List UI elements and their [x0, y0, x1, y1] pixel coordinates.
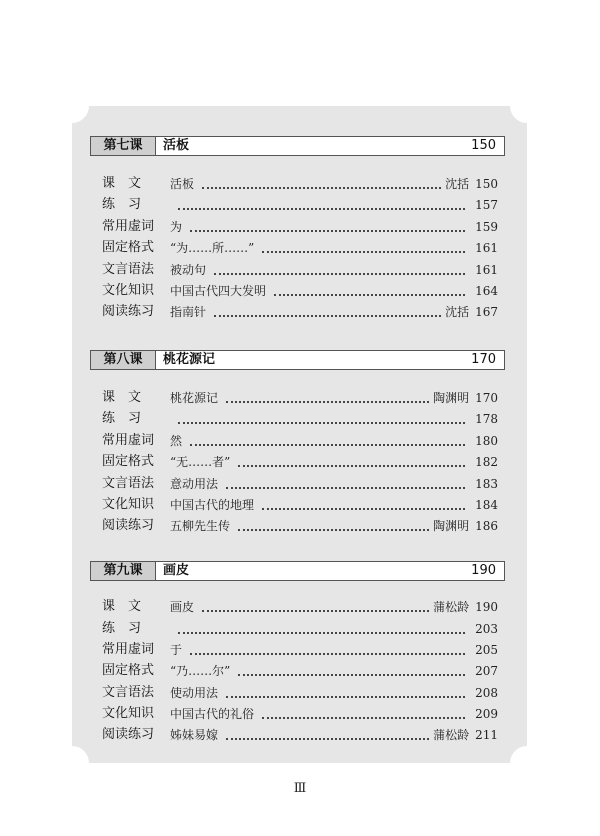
entry-title: 桃花源记	[170, 391, 219, 405]
entry-title: 中国古代四大发明	[170, 284, 267, 298]
leader-dots	[226, 695, 465, 698]
panel-corner	[55, 89, 89, 123]
entry-page: 150	[475, 177, 498, 191]
entry-label: 固定格式	[102, 663, 155, 678]
entry-label: 阅读练习	[102, 518, 155, 533]
entry-title: 五柳先生传	[170, 519, 231, 533]
toc-entry[interactable]	[102, 303, 498, 321]
entry-label: 练 习	[102, 621, 142, 636]
entry-page: 208	[475, 686, 498, 700]
toc-entry[interactable]	[102, 432, 498, 450]
entry-page: 167	[475, 305, 498, 319]
toc-entry[interactable]	[102, 389, 498, 407]
entry-page: 170	[475, 391, 498, 405]
leader-dots	[262, 716, 465, 719]
entry-label: 练 习	[102, 411, 142, 426]
lesson-header[interactable]	[90, 561, 505, 581]
lesson-header[interactable]	[90, 136, 505, 156]
entry-title: 画皮	[170, 600, 195, 614]
lesson-page: 170	[471, 352, 496, 367]
entry-label: 常用虚词	[102, 433, 155, 448]
toc-entry[interactable]	[102, 684, 498, 702]
entry-label: 阅读练习	[102, 727, 155, 742]
leader-dots	[214, 272, 465, 275]
entry-label: 阅读练习	[102, 304, 155, 319]
toc-entry[interactable]	[102, 598, 498, 616]
entry-page: 211	[475, 728, 498, 742]
entry-title: “无……者”	[170, 455, 231, 469]
entry-label: 课 文	[102, 599, 142, 614]
entry-page: 205	[475, 643, 498, 657]
entry-title: 使动用法	[170, 686, 219, 700]
toc-entry[interactable]	[102, 196, 498, 214]
entry-label: 文化知识	[102, 497, 155, 512]
entry-page: 209	[475, 707, 498, 721]
leader-dots	[226, 400, 429, 403]
lesson-number: 第八课	[91, 351, 156, 369]
leader-dots	[178, 631, 465, 634]
leader-dots	[238, 673, 465, 676]
leader-dots	[226, 486, 465, 489]
panel-corner	[510, 89, 544, 123]
leader-dots	[262, 507, 465, 510]
entry-page: 182	[475, 455, 498, 469]
entry-label: 固定格式	[102, 454, 155, 469]
lesson-page: 190	[471, 563, 496, 578]
toc-entry[interactable]	[102, 218, 498, 236]
lesson-title: 桃花源记	[163, 352, 216, 367]
entry-label: 课 文	[102, 176, 142, 191]
entry-title: 然	[170, 434, 183, 448]
entry-author: 沈括	[445, 177, 470, 191]
leader-dots	[190, 652, 465, 655]
toc-entry[interactable]	[102, 726, 498, 744]
entry-page: 184	[475, 498, 498, 512]
entry-page: 186	[475, 519, 498, 533]
entry-title: 中国古代的礼俗	[170, 707, 255, 721]
entry-page: 207	[475, 664, 498, 678]
leader-dots	[190, 443, 465, 446]
entry-label: 文言语法	[102, 685, 155, 700]
entry-label: 文言语法	[102, 476, 155, 491]
toc-entry[interactable]	[102, 282, 498, 300]
entry-title: 被动句	[170, 263, 207, 277]
entry-label: 固定格式	[102, 240, 155, 255]
toc-entry[interactable]	[102, 496, 498, 514]
entry-title: 指南针	[170, 305, 207, 319]
entry-author: 沈括	[445, 305, 470, 319]
leader-dots	[238, 464, 465, 467]
lesson-title: 画皮	[163, 563, 190, 578]
lesson-title: 活板	[163, 138, 190, 153]
entry-author: 蒲松龄	[433, 728, 470, 742]
panel-corner	[55, 746, 89, 780]
leader-dots	[214, 314, 441, 317]
lesson-number: 第九课	[91, 562, 156, 580]
leader-dots	[178, 207, 465, 210]
lesson-header[interactable]	[90, 350, 505, 370]
leader-dots	[262, 250, 465, 253]
toc-entry[interactable]	[102, 517, 498, 535]
leader-dots	[202, 609, 429, 612]
leader-dots	[226, 737, 429, 740]
entry-page: 161	[475, 241, 498, 255]
entry-page: 178	[475, 412, 498, 426]
entry-label: 常用虚词	[102, 642, 155, 657]
entry-page: 159	[475, 220, 498, 234]
page-number: Ⅲ	[293, 781, 307, 796]
entry-title: “乃……尔”	[170, 664, 231, 678]
toc-entry[interactable]	[102, 620, 498, 638]
entry-label: 文化知识	[102, 283, 155, 298]
entry-title: 为	[170, 220, 183, 234]
toc-entry[interactable]	[102, 475, 498, 493]
entry-title: 意动用法	[170, 477, 219, 491]
toc-entry[interactable]	[102, 662, 498, 680]
entry-page: 164	[475, 284, 498, 298]
entry-author: 陶渊明	[433, 391, 470, 405]
entry-title: 活板	[170, 177, 195, 191]
entry-author: 陶渊明	[433, 519, 470, 533]
toc-entry[interactable]	[102, 705, 498, 723]
entry-page: 203	[475, 622, 498, 636]
toc-entry[interactable]	[102, 453, 498, 471]
leader-dots	[190, 229, 465, 232]
entry-title: “为……所……”	[170, 241, 255, 255]
entry-page: 161	[475, 263, 498, 277]
entry-page: 190	[475, 600, 498, 614]
entry-author: 蒲松龄	[433, 600, 470, 614]
leader-dots	[178, 421, 465, 424]
entry-label: 文言语法	[102, 262, 155, 277]
lesson-number: 第七课	[91, 137, 156, 155]
entry-label: 课 文	[102, 390, 142, 405]
toc-entry[interactable]	[102, 261, 498, 279]
entry-page: 157	[475, 198, 498, 212]
entry-title: 姊妹易嫁	[170, 728, 219, 742]
leader-dots	[202, 186, 441, 189]
entry-label: 常用虚词	[102, 219, 155, 234]
entry-page: 183	[475, 477, 498, 491]
entry-title: 中国古代的地理	[170, 498, 255, 512]
leader-dots	[238, 528, 429, 531]
toc-entry[interactable]	[102, 175, 498, 193]
toc-entry[interactable]	[102, 410, 498, 428]
entry-label: 练 习	[102, 197, 142, 212]
toc-entry[interactable]	[102, 239, 498, 257]
entry-title: 于	[170, 643, 183, 657]
toc-entry[interactable]	[102, 641, 498, 659]
entry-page: 180	[475, 434, 498, 448]
leader-dots	[274, 293, 465, 296]
entry-label: 文化知识	[102, 706, 155, 721]
panel-corner	[510, 746, 544, 780]
lesson-page: 150	[471, 138, 496, 153]
